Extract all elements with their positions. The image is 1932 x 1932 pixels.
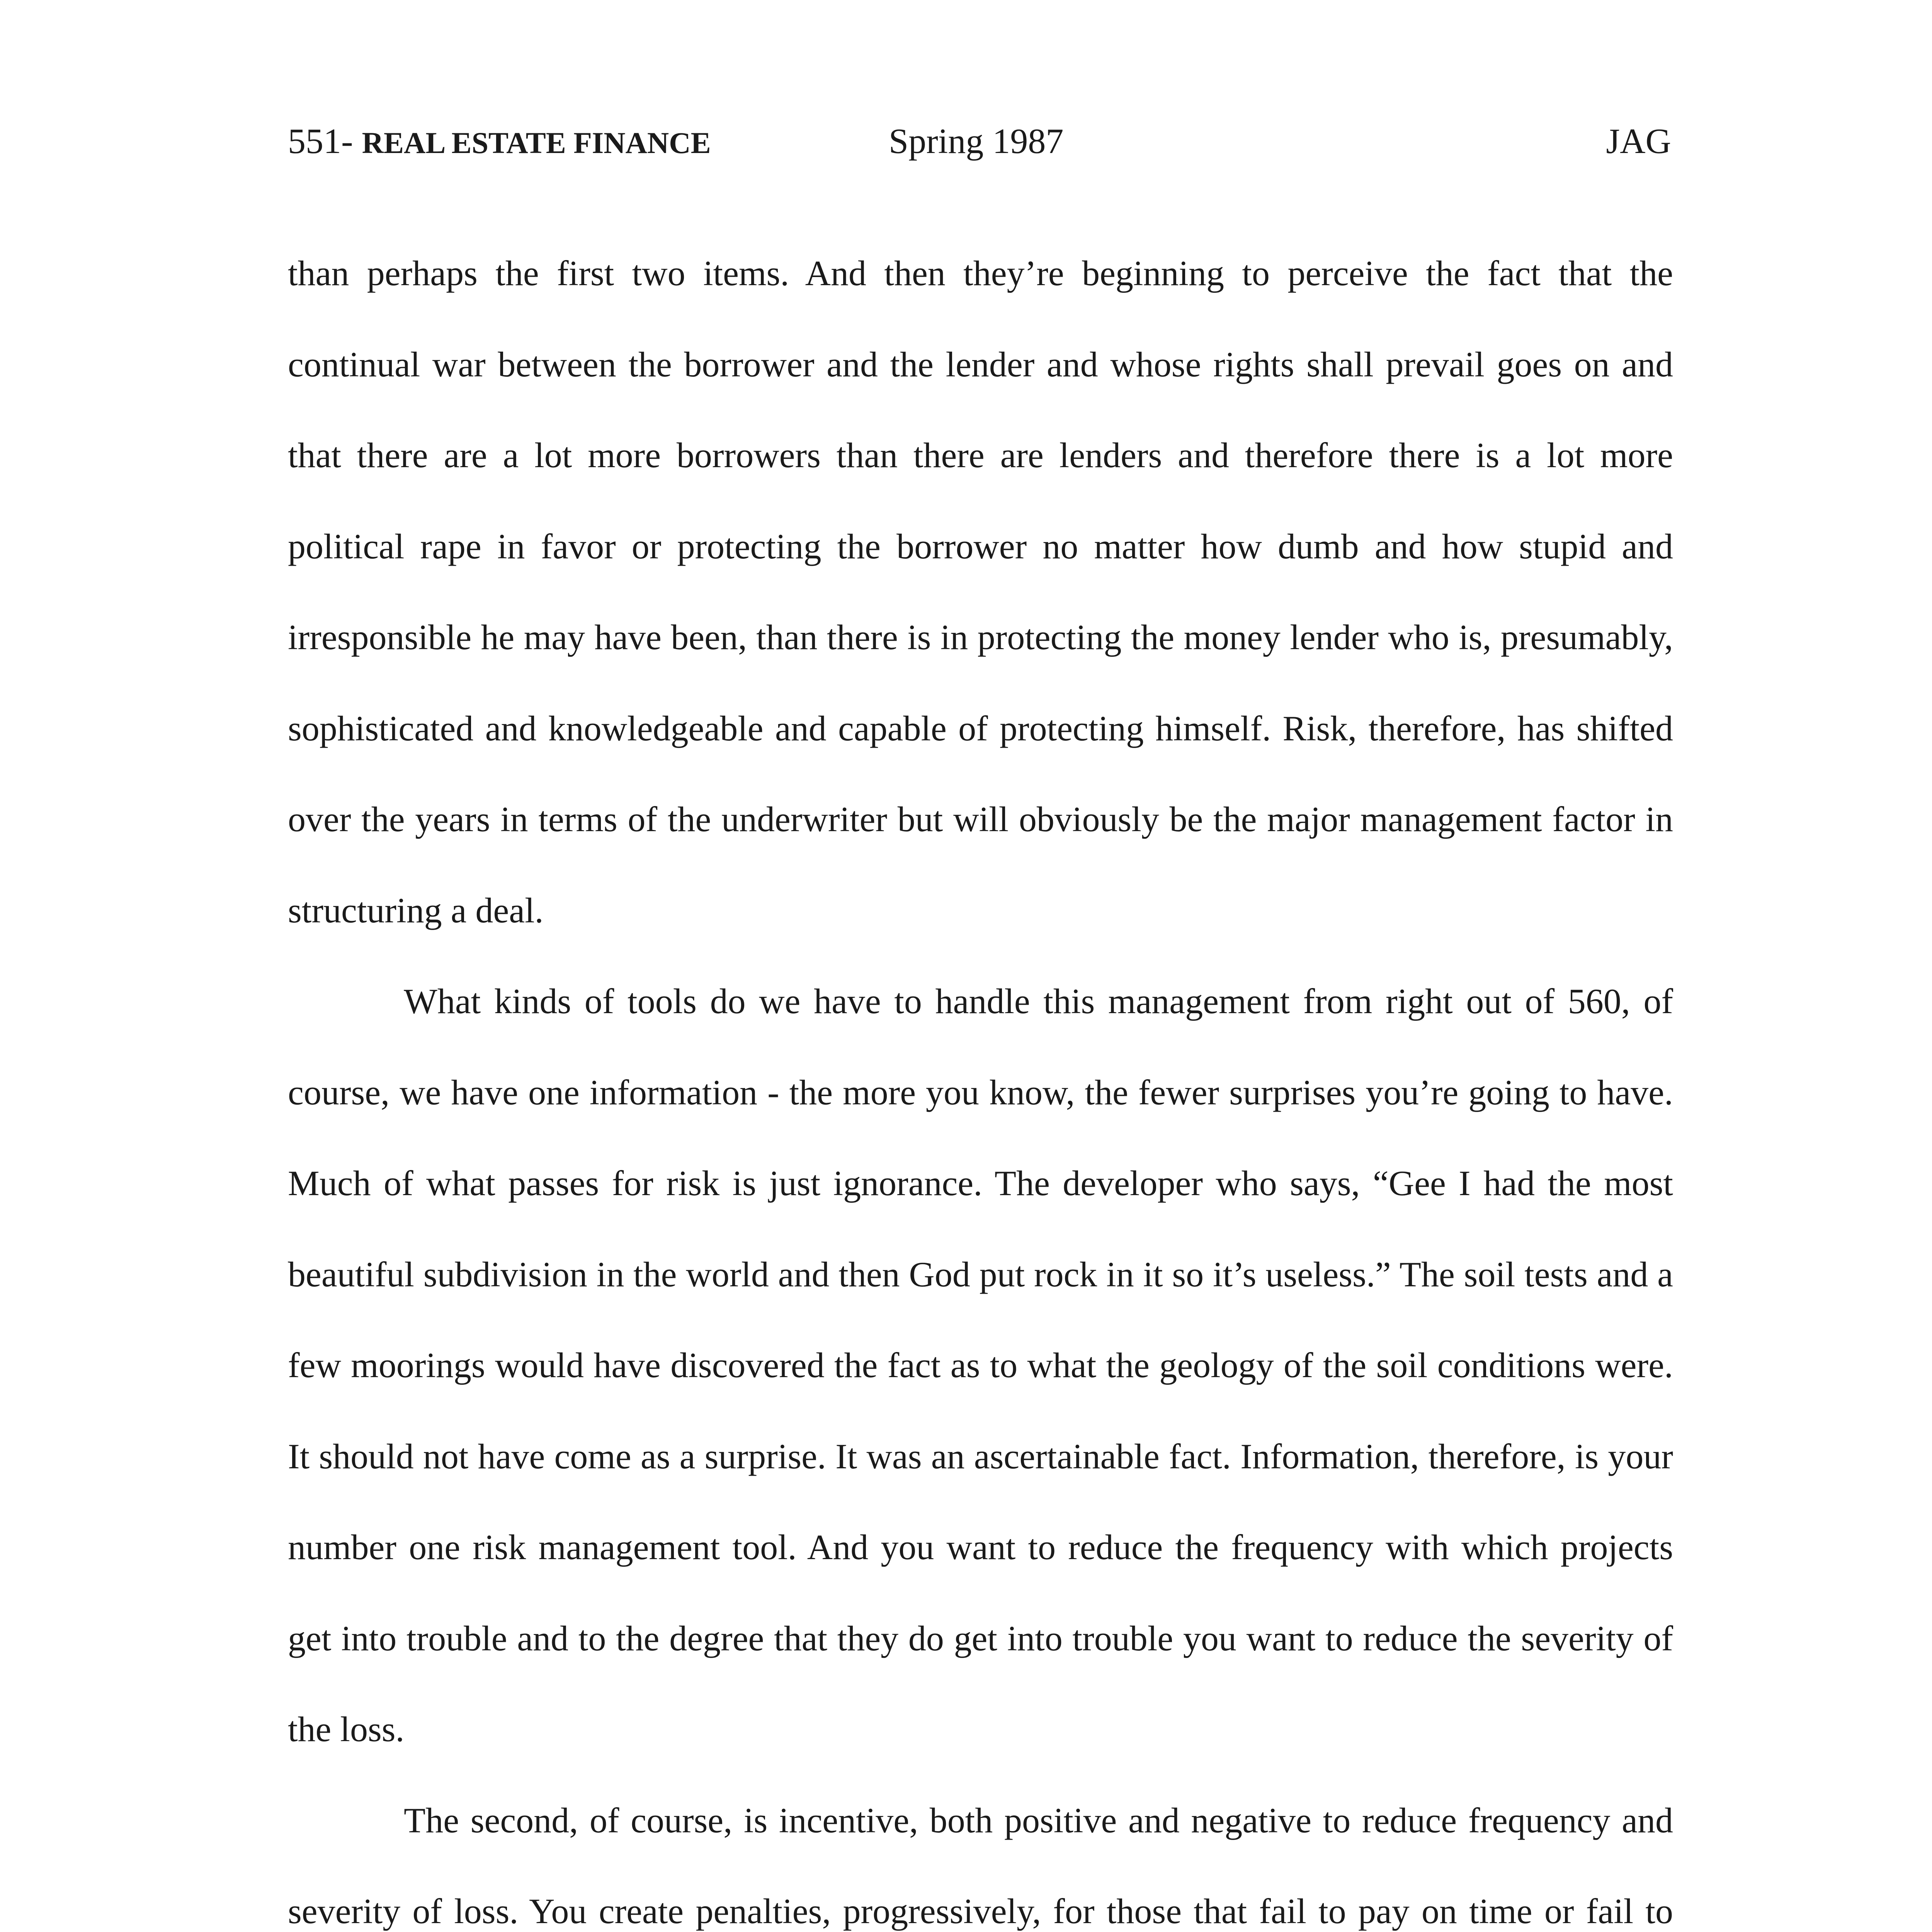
- term-label: Spring 1987: [889, 121, 1064, 161]
- page-header: [288, 116, 1671, 166]
- paragraph-incentives: The second, of course, is incentive, both positive and negative to reduce frequency and severity of loss. You create penalties, progressively, for those that fail to pay on time or fail to: [288, 1800, 1673, 1931]
- course-number: 551-: [288, 121, 353, 161]
- course-label: [288, 116, 711, 168]
- document-body: [288, 228, 1673, 1932]
- author-initials: JAG: [1606, 121, 1671, 161]
- paragraph-risk-tools: What kinds of tools do we have to handle this management from right out of 560, of course, we have one information - the more you know, the fewer surprises you’re going to have. Much of what passes for risk is just ignorance. The developer who says, “Gee I had the most beautiful subdivision in the world and then God put rock in it so it’s useless.” The soil tests and a few moorings would have discovered the fact as to what the geology of the soil conditions were. It should not have come as a surprise. It was an ascertainable fact. Information, therefore, is your number one risk management tool. And you want to reduce the frequency with which projects get into trouble and to the degree that they do get into trouble you want to reduce the severity of the loss.: [288, 981, 1673, 1749]
- course-title: REAL ESTATE FINANCE: [362, 126, 711, 160]
- paragraph-continuation: than perhaps the first two items. And then they’re beginning to perceive the fact that the continual war between the borrower and the lender and whose rights shall prevail goes on and that there are a lot more borrowers than there are lenders and therefore there is a lot more political rape in favor or protecting the borrower no matter how dumb and how stupid and irresponsible he may have been, than there is in protecting the money lender who is, presumably, sophisticated and knowledgeable and capable of protecting himself. Risk, therefore, has shifted over the years in terms of the underwriter but will obviously be the major management factor in structuring a deal.: [288, 253, 1673, 930]
